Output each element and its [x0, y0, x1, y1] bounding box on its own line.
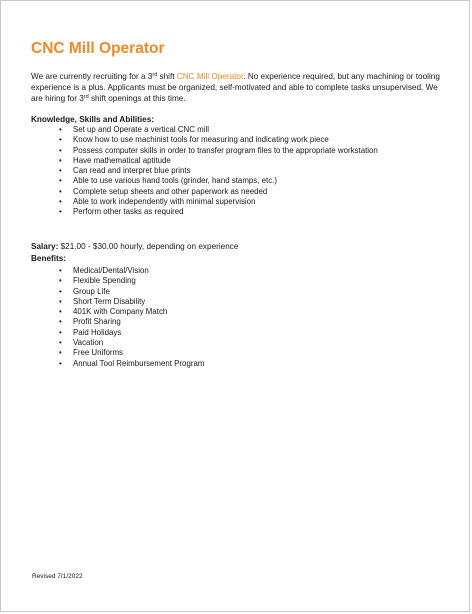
list-item	[59, 348, 204, 358]
list-item-text: Group Life	[73, 286, 110, 296]
knowledge-list	[59, 125, 378, 218]
list-item	[59, 287, 204, 297]
list-item-text: Possess computer skills in order to transfer program files to the appropriate workstation	[73, 145, 378, 155]
list-item-text: Paid Holidays	[73, 327, 122, 337]
benefits-heading: Benefits:	[31, 254, 67, 263]
job-title-highlight: CNC Mill Operator	[176, 72, 244, 81]
bullet-icon: •	[59, 327, 62, 337]
bullet-icon: •	[59, 358, 62, 368]
ordinal-suffix: rd	[152, 72, 158, 78]
list-item-text: Set up and Operate a vertical CNC mill	[73, 125, 209, 134]
bullet-icon: •	[59, 166, 62, 176]
list-item-text: Can read and interpret blue prints	[73, 166, 191, 176]
list-item	[59, 176, 378, 186]
list-item-text: 401K with Company Match	[73, 307, 168, 317]
revision-date: Revised 7/1/2022	[32, 573, 83, 580]
intro-paragraph	[31, 71, 445, 104]
bullet-icon: •	[59, 207, 62, 217]
list-item	[59, 166, 378, 176]
list-item-text: Medical/Dental/Vision	[73, 266, 149, 275]
list-item	[59, 359, 204, 369]
list-item	[59, 297, 204, 307]
list-item-text: Know how to use machinist tools for measuring and indicating work piece	[73, 135, 329, 145]
list-item	[59, 307, 204, 317]
bullet-icon: •	[59, 276, 62, 286]
salary-value: $21.00 - $30.00 hourly, depending on experience	[58, 242, 239, 251]
bullet-icon: •	[59, 186, 62, 196]
list-item-text: Profit Sharing	[73, 317, 121, 327]
list-item-text: Flexible Spending	[73, 276, 136, 286]
list-item	[59, 197, 378, 207]
list-item	[59, 135, 378, 145]
intro-text: shift	[157, 72, 177, 81]
bullet-icon: •	[59, 296, 62, 306]
intro-text: . No experience required, but any machining or tooling experience is a plus. Applicants must be organized, self-motivated and able to complete tasks unsupervised. We are hiring for 3	[31, 72, 440, 103]
list-item	[59, 276, 204, 286]
list-item	[59, 328, 204, 338]
list-item-text: Able to work independently with minimal supervision	[73, 197, 256, 207]
bullet-icon: •	[59, 135, 62, 145]
list-item-text: Have mathematical aptitude	[73, 155, 171, 165]
list-item	[59, 125, 378, 135]
bullet-icon: •	[59, 197, 62, 207]
list-item	[59, 317, 204, 327]
bullet-icon: •	[59, 145, 62, 155]
list-item-text: Free Uniforms	[73, 348, 123, 358]
bullet-icon: •	[59, 348, 62, 358]
list-item-text: Complete setup sheets and other paperwork as needed	[73, 186, 268, 196]
list-item	[59, 338, 204, 348]
benefits-list	[59, 266, 204, 369]
list-item-text: Able to use various hand tools (grinder, hand stamps, etc.)	[73, 176, 277, 186]
intro-text: We are currently recruiting for a 3	[31, 72, 153, 81]
bullet-icon: •	[59, 155, 62, 165]
list-item	[59, 156, 378, 166]
knowledge-heading: Knowledge, Skills and Abilities:	[31, 115, 154, 124]
list-item	[59, 207, 378, 217]
intro-text: shift openings at this time.	[88, 94, 186, 103]
list-item	[59, 146, 378, 156]
bullet-icon: •	[59, 338, 62, 348]
bullet-icon: •	[59, 307, 62, 317]
ordinal-suffix: rd	[83, 94, 89, 100]
list-item-text: Annual Tool Reimbursement Program	[73, 358, 205, 368]
list-item	[59, 187, 378, 197]
bullet-icon: •	[59, 176, 62, 186]
list-item	[59, 266, 204, 276]
salary-line	[31, 242, 238, 251]
list-item-text: Perform other tasks as required	[73, 207, 184, 217]
bullet-icon: •	[59, 317, 62, 327]
list-item-text: Short Term Disability	[73, 296, 146, 306]
list-item-text: Vacation	[73, 338, 104, 348]
salary-label: Salary:	[31, 242, 59, 251]
bullet-icon: •	[59, 125, 62, 134]
page-title: CNC Mill Operator	[31, 40, 165, 57]
bullet-icon: •	[59, 286, 62, 296]
bullet-icon: •	[59, 266, 62, 275]
